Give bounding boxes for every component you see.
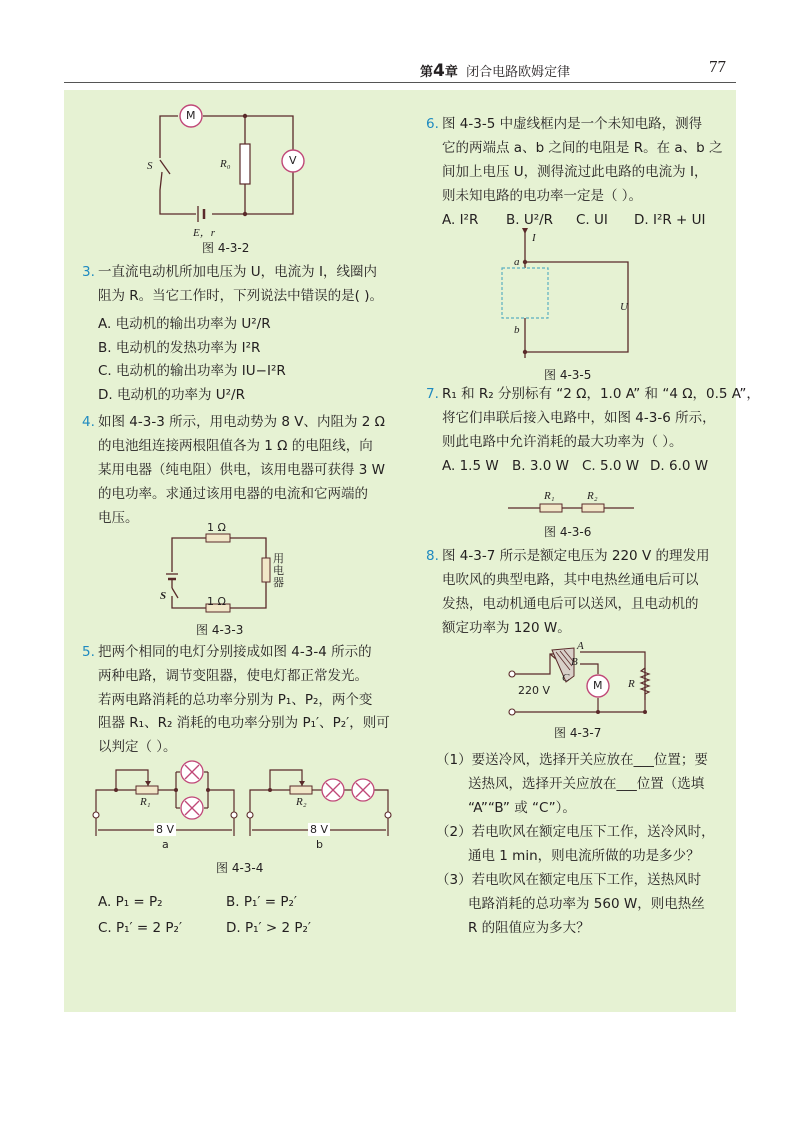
- fig434-volt-b-label: 8 V: [310, 823, 329, 836]
- fig437-pos-b-label: B: [571, 656, 578, 668]
- fig436-r2-label: R₂: [587, 490, 598, 502]
- chapter-heading: 第4章 闭合电路欧姆定律: [420, 61, 571, 81]
- fig433-r-top-label: 1 Ω: [207, 521, 226, 534]
- q8-sub-line: R 的阻值应为多大？: [468, 920, 590, 936]
- q5-number: 5.: [82, 644, 95, 660]
- fig437-volt-label: 220 V: [518, 684, 551, 697]
- q4-line: 的电功率。求通过该用电器的电流和它两端的: [98, 486, 368, 502]
- fig432-resistor-label: R₀: [220, 158, 231, 170]
- q4-line: 某用电器（纯电阻）供电，该用电器可获得 3 W: [98, 462, 386, 478]
- q8-sub-line: 送热风，选择开关应放在___位置（选填: [468, 776, 705, 792]
- q3-option: B. 电动机的发热功率为 I²R: [98, 340, 261, 356]
- fig433-switch-label: S: [160, 590, 167, 602]
- q7-option: D. 6.0 W: [650, 458, 709, 474]
- fig437-resistor-label: R: [628, 678, 635, 690]
- q5-option: A. P₁ = P₂: [98, 894, 163, 910]
- fig435-node-b-label: b: [514, 324, 520, 336]
- q4-number: 4.: [82, 414, 95, 430]
- fig437-pos-c-label: C: [562, 672, 570, 684]
- fig437-pos-a-label: A: [577, 640, 584, 652]
- fig434-caption: 图 4-3-4: [216, 861, 264, 875]
- q7-line: R₁ 和 R₂ 分别标有 “2 Ω，1.0 A” 和 “4 Ω，0.5 A”，: [442, 386, 760, 402]
- q8-line: 发热，电动机通电后可以送风，且电动机的: [442, 596, 699, 612]
- fig436-r1-label: R₁: [544, 490, 555, 502]
- q8-sub-line: （3）若电吹风在额定电压下工作，送热风时: [436, 872, 702, 888]
- fig432-battery-label: E，r: [193, 227, 215, 239]
- q5-option: D. P₁′ > 2 P₂′: [226, 920, 311, 936]
- q6-line: 图 4-3-5 中虚线框内是一个未知电路，测得: [442, 116, 703, 132]
- q8-line: 额定功率为 120 W。: [442, 620, 571, 636]
- page-number: 77: [709, 57, 726, 76]
- q6-option: C. UI: [576, 212, 608, 228]
- q3-number: 3.: [82, 264, 95, 280]
- fig433-device-label: 用电器: [273, 552, 284, 589]
- q5-line: 把两个相同的电灯分别接成如图 4-3-4 所示的: [98, 644, 372, 660]
- q5-line: 以判定（ ）。: [98, 739, 177, 755]
- q8-line: 图 4-3-7 所示是额定电压为 220 V 的理发用: [442, 548, 710, 564]
- q7-line: 将它们串联后接入电路中，如图 4-3-6 所示，: [442, 410, 716, 426]
- fig436-caption: 图 4-3-6: [544, 525, 592, 539]
- fig437-caption: 图 4-3-7: [554, 726, 602, 740]
- q7-number: 7.: [426, 386, 439, 402]
- q6-option: A. I²R: [442, 212, 479, 228]
- q5-line: 若两电路消耗的总功率分别为 P₁、P₂，两个变: [98, 692, 373, 708]
- fig434-sub-a: a: [162, 838, 169, 851]
- q8-number: 8.: [426, 548, 439, 564]
- q3-line: 一直流电动机所加电压为 U，电流为 I，线圈内: [98, 264, 377, 280]
- q4-line: 的电池组连接两根阻值各为 1 Ω 的电阻线，向: [98, 438, 373, 454]
- fig432-motor-label: M: [186, 109, 196, 122]
- fig435-node-a-label: a: [514, 256, 520, 268]
- q6-line: 它的两端点 a、b 之间的电阻是 R。在 a、b 之: [442, 140, 723, 156]
- q3-option: C. 电动机的输出功率为 IU−I²R: [98, 363, 286, 379]
- fig433-r-bottom-label: 1 Ω: [207, 595, 226, 608]
- fig434-r2-label: R₂: [296, 796, 307, 808]
- q7-line: 则此电路中允许消耗的最大功率为（ ）。: [442, 434, 683, 450]
- q8-sub-line: 电路消耗的总功率为 560 W，则电热丝: [468, 896, 705, 912]
- q7-option: C. 5.0 W: [582, 458, 640, 474]
- q8-sub-line: 通电 1 min，则电流所做的功是多少？: [468, 848, 700, 864]
- fig432-caption: 图 4-3-2: [202, 241, 250, 255]
- q6-line: 则未知电路的电功率一定是（ ）。: [442, 188, 643, 204]
- q7-option: B. 3.0 W: [512, 458, 569, 474]
- fig432-switch-label: S: [147, 160, 153, 172]
- fig433-caption: 图 4-3-3: [196, 623, 244, 637]
- q6-option: D. I²R + UI: [634, 212, 706, 228]
- q3-option: D. 电动机的功率为 U²/R: [98, 387, 245, 403]
- fig434-r1-label: R₁: [140, 796, 151, 808]
- fig432-voltmeter-label: V: [289, 154, 297, 167]
- fig437-motor-label: M: [593, 679, 603, 692]
- q6-option: B. U²/R: [506, 212, 554, 228]
- q4-line: 电压。: [98, 510, 139, 526]
- fig434-volt-a-label: 8 V: [156, 823, 175, 836]
- q8-sub-line: （2）若电吹风在额定电压下工作，送冷风时，: [436, 824, 715, 840]
- q6-number: 6.: [426, 116, 439, 132]
- fig435-voltage-label: U: [620, 301, 628, 313]
- q8-sub-line: （1）要送冷风，选择开关应放在___位置；要: [436, 752, 708, 768]
- q8-sub-line: “A”“B” 或 “C”）。: [468, 800, 576, 816]
- q8-line: 电吹风的典型电路，其中电热丝通电后可以: [442, 572, 699, 588]
- fig435-caption: 图 4-3-5: [544, 368, 592, 382]
- q3-option: A. 电动机的输出功率为 U²/R: [98, 316, 271, 332]
- q5-line: 阻器 R₁、R₂ 消耗的电功率分别为 P₁′、P₂′，则可: [98, 715, 390, 731]
- q3-line: 阻为 R。当它工作时，下列说法中错误的是( )。: [98, 288, 383, 304]
- fig434-sub-b: b: [316, 838, 323, 851]
- q5-option: B. P₁′ = P₂′: [226, 894, 297, 910]
- q5-option: C. P₁′ = 2 P₂′: [98, 920, 183, 936]
- q7-option: A. 1.5 W: [442, 458, 499, 474]
- q6-line: 间加上电压 U，测得流过此电路的电流为 I，: [442, 164, 708, 180]
- q5-line: 两种电路，调节变阻器，使电灯都正常发光。: [98, 668, 368, 684]
- q4-line: 如图 4-3-3 所示，用电动势为 8 V、内阻为 2 Ω: [98, 414, 385, 430]
- fig435-current-label: I: [532, 232, 536, 244]
